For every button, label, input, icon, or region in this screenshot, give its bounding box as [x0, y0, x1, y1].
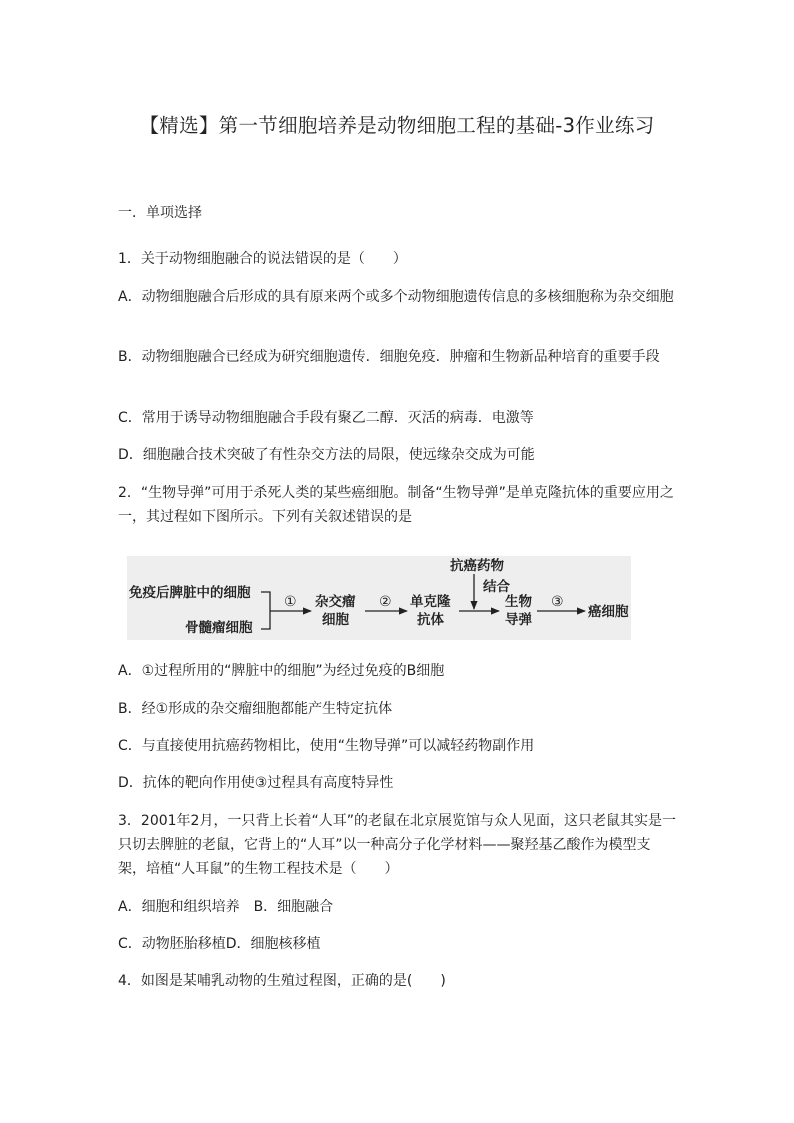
diagram-missile-line2: 导弹 — [505, 612, 532, 628]
question-2-option-b: B．经①形成的杂交瘤细胞都能产生特定抗体 — [118, 701, 393, 717]
diagram-hybridoma-line1: 杂交瘤 — [315, 594, 356, 610]
question-1-option-a: A．动物细胞融合后形成的具有原来两个或多个动物细胞遗传信息的多核细胞称为杂交细胞 — [118, 289, 674, 305]
question-1-option-c: C．常用于诱导动物细胞融合手段有聚乙二醇．灭活的病毒．电激等 — [118, 410, 534, 426]
question-2-option-d: D．抗体的靶向作用使③过程具有高度特异性 — [118, 775, 394, 791]
question-2-stem: 2．“生物导弹”可用于杀死人类的某些癌细胞。制备“生物导弹”是单克隆抗体的重要应用之一，其过程如下图所示。下列有关叙述错误的是 — [118, 485, 674, 525]
diagram-step-1: ① — [284, 594, 297, 610]
page-title: 【精选】第一节细胞培养是动物细胞工程的基础-3作业练习 — [139, 114, 655, 137]
diagram-hybridoma-line2: 细胞 — [322, 612, 349, 628]
diagram-cancer-cells: 癌细胞 — [588, 604, 629, 620]
question-1-option-b: B．动物细胞融合已经成为研究细胞遗传．细胞免疫．肿瘤和生物新品种培育的重要手段 — [118, 349, 660, 365]
question-4-stem: 4．如图是某哺乳动物的生殖过程图，正确的是( ) — [118, 973, 446, 989]
diagram-step-3: ③ — [551, 594, 564, 610]
question-2-option-c: C．与直接使用抗癌药物相比，使用“生物导弹”可以减轻药物副作用 — [118, 738, 535, 754]
question-3-option-ab: A．细胞和组织培养 B．细胞融合 — [118, 899, 334, 915]
process-diagram — [127, 556, 631, 640]
section-heading: 一．单项选择 — [118, 205, 202, 221]
question-3-stem: 3．2001年2月，一只背上长着“人耳”的老鼠在北京展览馆与众人见面，这只老鼠其实是一只切去脾脏的老鼠，它背上的“人耳”以一种高分子化学材料——聚羟基乙酸作为模型支架，培植“人耳鼠”的生物工程技术是（ ） — [118, 813, 676, 877]
diagram-mab-line2: 抗体 — [417, 612, 444, 628]
diagram-step-2: ② — [379, 594, 392, 610]
diagram-combine-label: 结合 — [483, 579, 510, 595]
question-3-option-cd: C．动物胚胎移植D．细胞核移植 — [118, 936, 321, 952]
diagram-bracket — [261, 592, 270, 629]
diagram-anticancer-drug: 抗癌药物 — [450, 558, 504, 574]
diagram-missile-line1: 生物 — [505, 594, 532, 610]
question-2-option-a: A．①过程所用的“脾脏中的细胞”为经过免疫的B细胞 — [118, 663, 445, 679]
question-1-option-d: D．细胞融合技术突破了有性杂交方法的局限，使远缘杂交成为可能 — [118, 447, 535, 463]
question-1-stem: 1．关于动物细胞融合的说法错误的是（ ） — [118, 251, 407, 267]
diagram-source-spleen-cells: 免疫后脾脏中的细胞 — [129, 585, 251, 601]
diagram-mab-line1: 单克隆 — [410, 594, 451, 610]
diagram-source-myeloma-cells: 骨髓瘤细胞 — [185, 620, 253, 636]
